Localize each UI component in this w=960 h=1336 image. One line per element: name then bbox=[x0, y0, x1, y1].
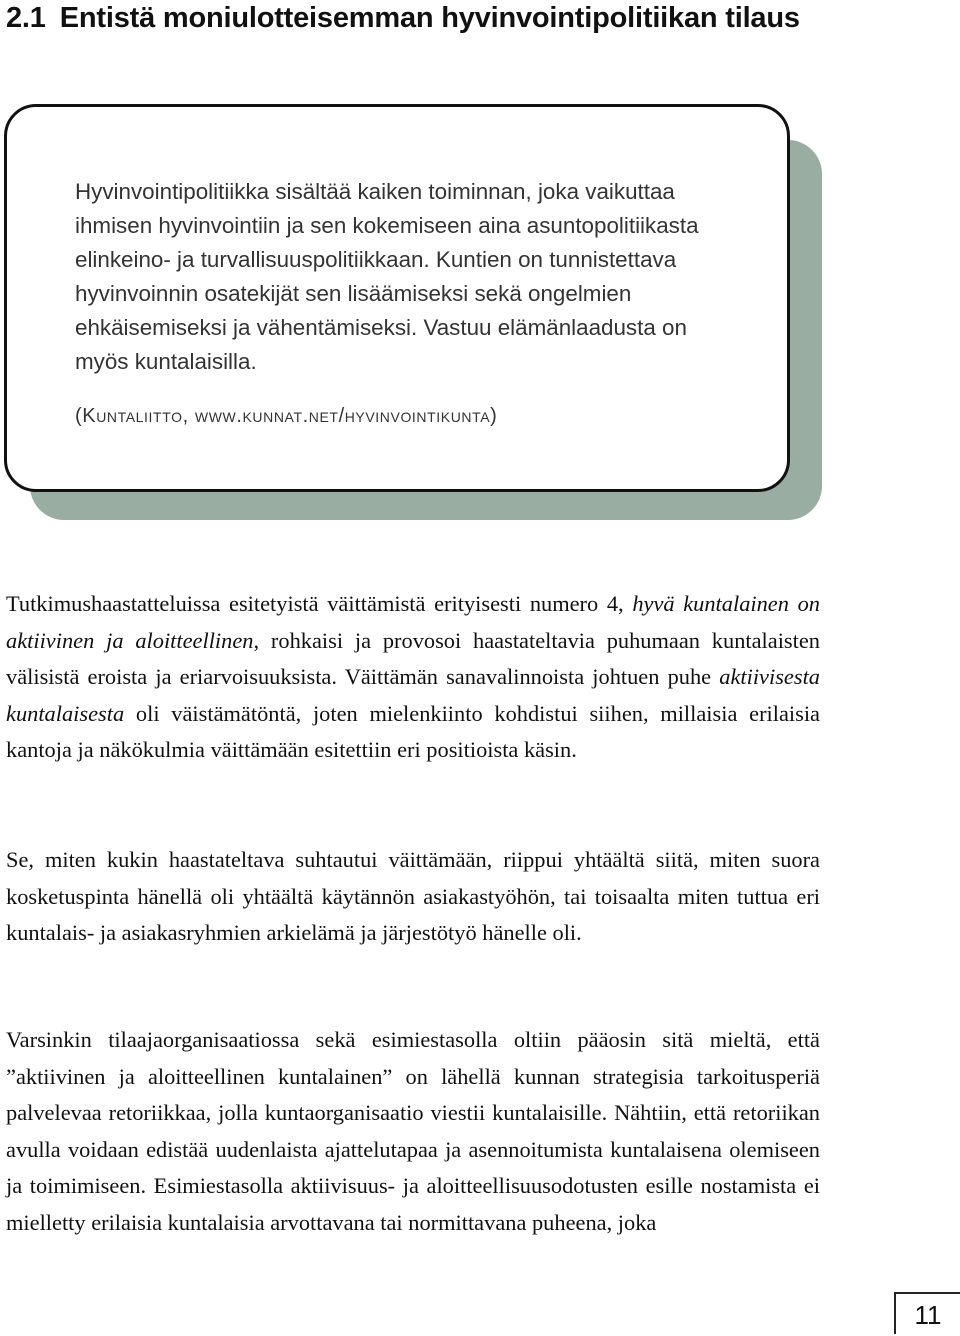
paragraph-1 bbox=[6, 586, 820, 769]
section-title: Entistä moniulotteisemman hyvinvointipolitiikan tilaus bbox=[59, 2, 800, 34]
paragraph-1-text-a: Tutkimushaastatteluissa esitetyistä väittämistä erityisesti numero 4, bbox=[6, 591, 633, 616]
paragraph-1-italic-a: hyvä kuntalainen on aktiivinen ja aloitteellinen bbox=[6, 591, 820, 653]
section-heading bbox=[6, 0, 946, 36]
section-number: 2.1 bbox=[6, 2, 46, 34]
quote-box bbox=[4, 104, 790, 492]
page-number: 11 bbox=[894, 1292, 960, 1334]
paragraph-2: Se, miten kukin haastateltava suhtautui väittämään, riippui yhtäältä siitä, miten suora kosketuspinta hänellä oli yhtäältä käytännön asiakastyöhön, tai toisaalta miten tuttua eri kuntalais- ja asiakasryhmien arkielämä ja järjestötyö hänelle oli. bbox=[6, 847, 820, 945]
quote-box-source: (Kuntaliitto, www.kunnat.net/hyvinvointikunta) bbox=[75, 405, 498, 427]
paragraph-1-text-c: oli väistämätöntä, joten mielenkiinto kohdistui siihen, millaisia erilaisia kantoja ja näkökulmia väittämään esitettiin eri positioista käsin. bbox=[6, 700, 820, 762]
paragraph-3: Varsinkin tilaajaorganisaatiossa sekä esimiestasolla oltiin pääosin sitä mieltä, että ”aktiivinen ja aloitteellinen kuntalainen” on lähellä kunnan strategisia tarkoitusperiä palvelevaa retoriikkaa, jolla kuntaorganisaatio viestii kuntalaisille. Nähtiin, että retoriikan avulla voidaan edistää uudenlaista ajattelutapaa ja asennoitumista kuntalaisena olemiseen ja toimimiseen. Esimiestasolla aktiivisuus- ja aloitteellisuusodotusten esille nostamista ei mielletty erilaisia kuntalaisia arvottavana tai normittavana puheena, joka bbox=[6, 1027, 820, 1235]
quote-box-text: Hyvinvointipolitiikka sisältää kaiken toiminnan, joka vaikuttaa ihmisen hyvinvointiin ja sen kokemiseen aina asuntopolitiikasta elinkeino- ja turvallisuuspolitiikkaan. Kuntien on tunnistettava hyvinvoinnin osatekijät sen lisäämiseksi sekä ongelmien ehkäisemiseksi ja vähentämiseksi. Vastuu elämänlaadusta on myös kuntalaisilla. bbox=[75, 179, 699, 374]
paragraph-1-text-b: , rohkaisi ja provosoi haastateltavia puhumaan kuntalaisten välisistä eroista ja eriarvoisuuksista. Väittämän sanavalinnoista johtuen puhe bbox=[6, 627, 820, 689]
paragraph-1-italic-b: aktiivisesta kuntalaisesta bbox=[6, 664, 820, 726]
